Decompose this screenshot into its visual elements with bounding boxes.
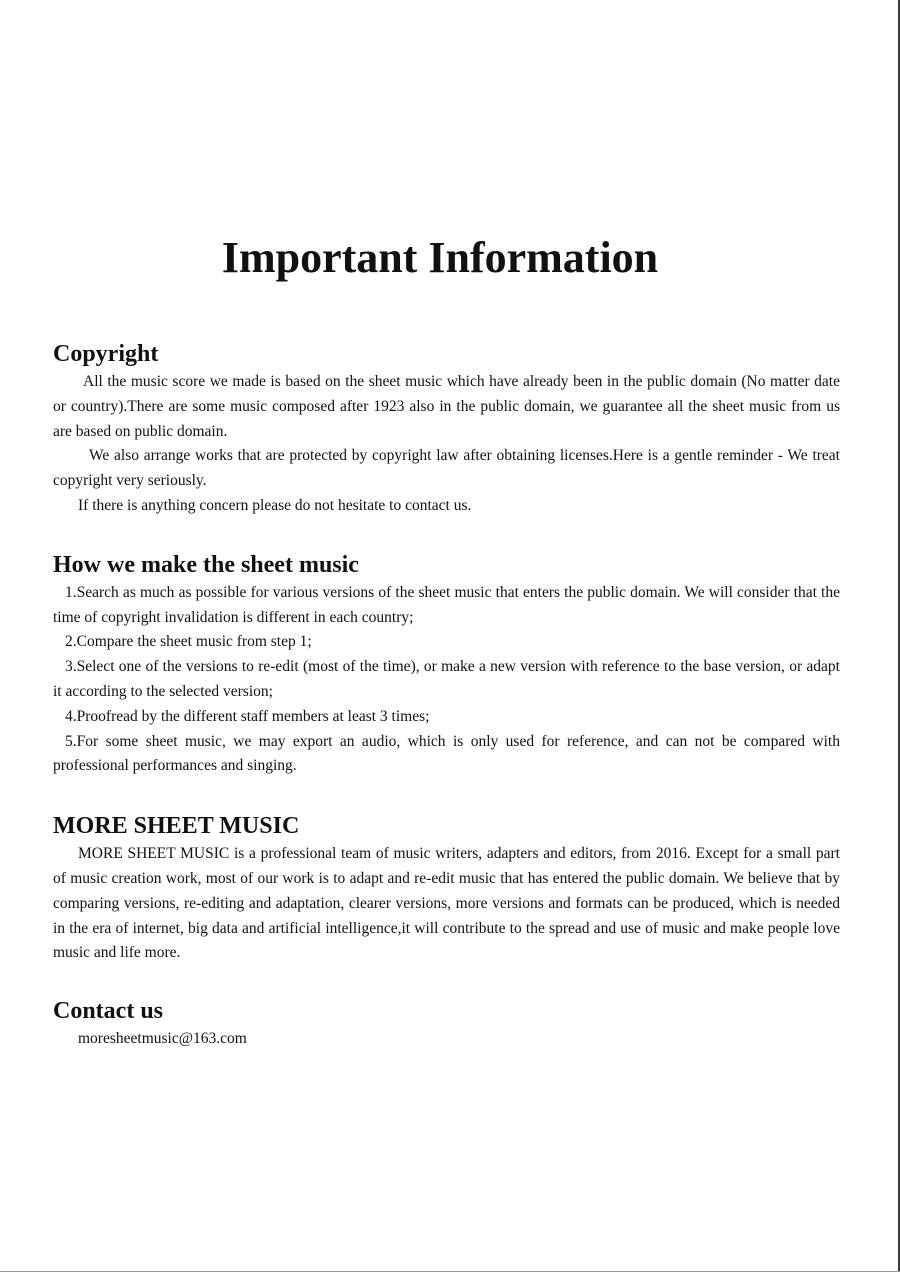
contact-section (53, 995, 840, 1052)
more-sheet-music-section (53, 810, 840, 966)
more-sheet-music-paragraph: MORE SHEET MUSIC is a professional team of music writers, adapters and editors, from 2016. Except for a small part of music creation work, most of our work is to adapt and re-edit music that has entered the public domain. We believe that by comparing versions, re-editing and adaptation, clearer versions, more versions and formats can be produced, which is needed in the era of internet, big data and artificial intelligence,it will contribute to the spread and use of music and make people love music and life more. (53, 845, 840, 962)
copyright-heading: Copyright (53, 341, 159, 367)
copyright-section (53, 338, 840, 519)
contact-email: moresheetmusic@163.com (78, 1030, 247, 1048)
how-step-4: 4.Proofread by the different staff members at least 3 times; (65, 707, 430, 725)
how-step-3: 3.Select one of the versions to re-edit (most of the time), or make a new version with reference to the base version, or adapt it according to the selected version; (53, 658, 840, 700)
page-title: Important Information (221, 233, 659, 282)
copyright-paragraph-1: All the music score we made is based on the sheet music which have already been in the public domain (No matter date or country).There are some music composed after 1923 also in the public domain, we guarantee all the sheet music from us are based on public domain. (53, 373, 840, 440)
copyright-paragraph-3: If there is anything concern please do not hesitate to contact us. (78, 496, 472, 514)
how-step-5: 5.For some sheet music, we may export an audio, which is only used for reference, and can not be compared with professional performances and singing. (53, 732, 840, 775)
contact-heading: Contact us (53, 998, 164, 1025)
how-we-make-heading: How we make the sheet music (53, 551, 359, 578)
how-we-make-section (53, 549, 840, 779)
more-sheet-music-heading: MORE SHEET MUSIC (53, 813, 300, 840)
how-step-1: 1.Search as much as possible for various versions of the sheet music that enters the public domain. We will consider that the time of copyright invalidation is different in each country; (53, 583, 840, 626)
document-body (53, 338, 840, 1052)
copyright-paragraph-2: We also arrange works that are protected by copyright law after obtaining licenses.Here is a gentle reminder - We treat copyright very seriously. (53, 447, 840, 490)
how-step-2: 2.Compare the sheet music from step 1; (65, 633, 312, 651)
